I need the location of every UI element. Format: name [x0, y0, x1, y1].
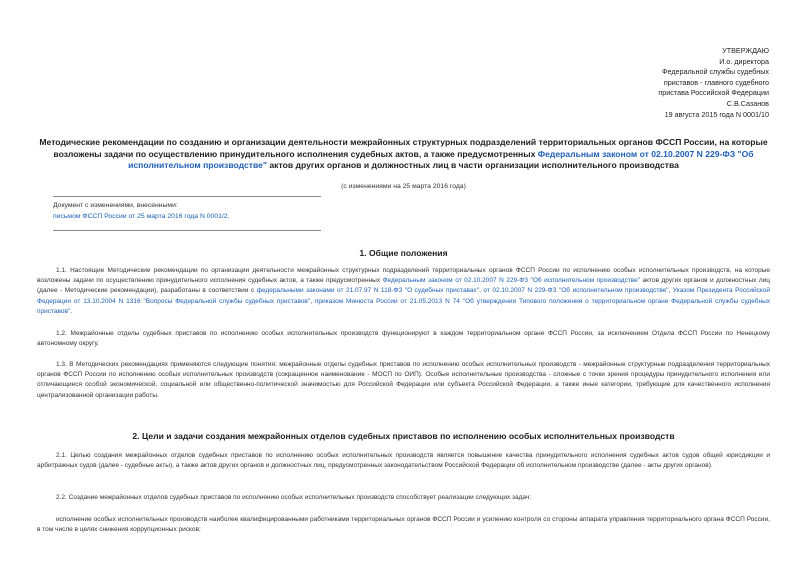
- paragraph-text: 2.2. Создание межрайонных отделов судебных приставов по исполнению особых исполнительных производств способствует реализации следующих задач:: [56, 494, 532, 501]
- title-law-link[interactable]: Федеральным законом от 02.10.2007 N 229-ФЗ "Об исполнительном производстве": [128, 148, 754, 170]
- title-text: Методические рекомендации по созданию и организации деятельности межрайонных структурных подразделений территориальных органов ФССП России, на которые возложены задачи по осуществлению принудительного исполнения судебных актов, а также предусмотренных: [39, 137, 768, 159]
- paragraph-1-2: [37, 329, 770, 349]
- approval-line: И.о. директора: [719, 56, 769, 66]
- approval-line: Федеральной службы судебных: [662, 67, 769, 77]
- paragraph-2-3: [37, 515, 770, 535]
- paragraph-text: исполнение особых исполнительных производств наиболее квалифицированными работниками территориальных органов ФССП России и усилению контроля со стороны аппарата управления территориального органа ФССП России, в том числе в целях снижения коррупционных рисков;: [37, 516, 770, 534]
- paragraph-text: 1.1. Настоящие Методические рекомендации по организации деятельности межрайонных структурных подразделений территориальных органов ФССП России по исполнению особых исполнительных производств, на которые возложены задачи по осуществлению принудительного исполнения судебных актов, а также предусмотренных: [37, 267, 770, 285]
- paragraph-2-2: [37, 493, 770, 503]
- approval-block: [658, 46, 769, 120]
- paragraph-1-3: [37, 360, 770, 401]
- law-118-link[interactable]: федеральными законами от 21.07.97 N 118-ФЗ "О судебных приставах": [256, 287, 480, 295]
- law-229-link[interactable]: Федеральным законом от 02.10.2007 N 229-ФЗ "Об исполнительном производстве": [382, 277, 641, 285]
- paragraph-text: ,: [668, 287, 673, 295]
- approval-line: 19 августа 2015 года N 0001/10: [664, 109, 769, 119]
- paragraph-2-1: [37, 451, 770, 471]
- paragraph-text: актов других органов и должностных лиц (далее - Методические рекомендации), разработаны в соответствии с: [37, 277, 770, 295]
- section-1-heading: 1. Общие положения: [359, 248, 448, 258]
- paragraph-text: 1.2. Межрайонные отделы судебных приставов по исполнению особых исполнительных производств функционируют в каждом территориальном органе ФССП России, за исключением Отдела ФССП России по Ненецкому автономному округу.: [37, 330, 770, 348]
- law-229-link-2[interactable]: от 02.10.2007 N 229-ФЗ "Об исполнительном производстве": [483, 287, 669, 295]
- paragraph-text: 1.3. В Методических рекомендациях применяются следующие понятия: межрайонные отделы судебных приставов по исполнению особых исполнительных производств - межрайонные структурные подразделения территориальных органов ФССП России по исполнению особых исполнительных производств (сокращенное наименование - МОСП по ОИП). Особые исполнительные производства - сложные с точки зрения процедуры принудительного исполнения или отличающиеся особой экономической, социальной или общественно-политической значимостью для Российской Федерации или субъекта Российской Федерации, а также иные категории, требующие для качественного исполнения централизованной организации работы.: [37, 361, 770, 399]
- revision-note: (с изменениями на 25 марта 2016 года): [341, 183, 466, 190]
- section-2-heading: 2. Цели и задачи создания межрайонных отделов судебных приставов по исполнению особых исполнительных производств: [132, 431, 675, 441]
- approval-line: С.В.Сазанов: [726, 98, 769, 108]
- approval-line: приставов - главного судебного: [663, 77, 769, 87]
- title-text-end: актов других органов и должностных лиц в части организации исполнительного производства: [267, 160, 679, 170]
- paragraph-text: .: [70, 307, 73, 315]
- paragraph-1-1: [37, 266, 770, 317]
- decree-1316-link[interactable]: Указом Президента Российской Федерации от 13.10.2004 N 1316 "Вопросы Федеральной службы судебных приставов": [37, 287, 770, 305]
- document-title: [30, 137, 777, 172]
- approval-line: УТВЕРЖДАЮ: [722, 46, 769, 55]
- changes-end: .: [227, 213, 230, 220]
- order-74-link[interactable]: приказом Минюста России от 21.05.2013 N 74 "Об утверждении Типового положения о территориальном органе Федеральной службы судебных приставов": [37, 297, 770, 315]
- changes-letter-link[interactable]: письмом ФССП России от 25 марта 2016 года N 0001/2: [53, 213, 228, 220]
- approval-line: пристава Российской Федерации: [658, 88, 769, 98]
- paragraph-text: ,: [310, 297, 315, 305]
- changes-label: Документ с изменениями, внесенными:: [53, 202, 178, 209]
- paragraph-text: ,: [479, 287, 484, 295]
- changes-box: [53, 196, 321, 231]
- paragraph-text: 2.1. Целью создания межрайонных отделов судебных приставов по исполнению особых исполнительных производств является повышение качества принудительного исполнения судебных актов судов общей юрисдикции и арбитражных судов (далее - судебные акты), а также актов других органов и должностных лиц, предусмотренных законодательством Российской Федерации об исполнительном производстве (далее - акты других органов).: [37, 452, 770, 470]
